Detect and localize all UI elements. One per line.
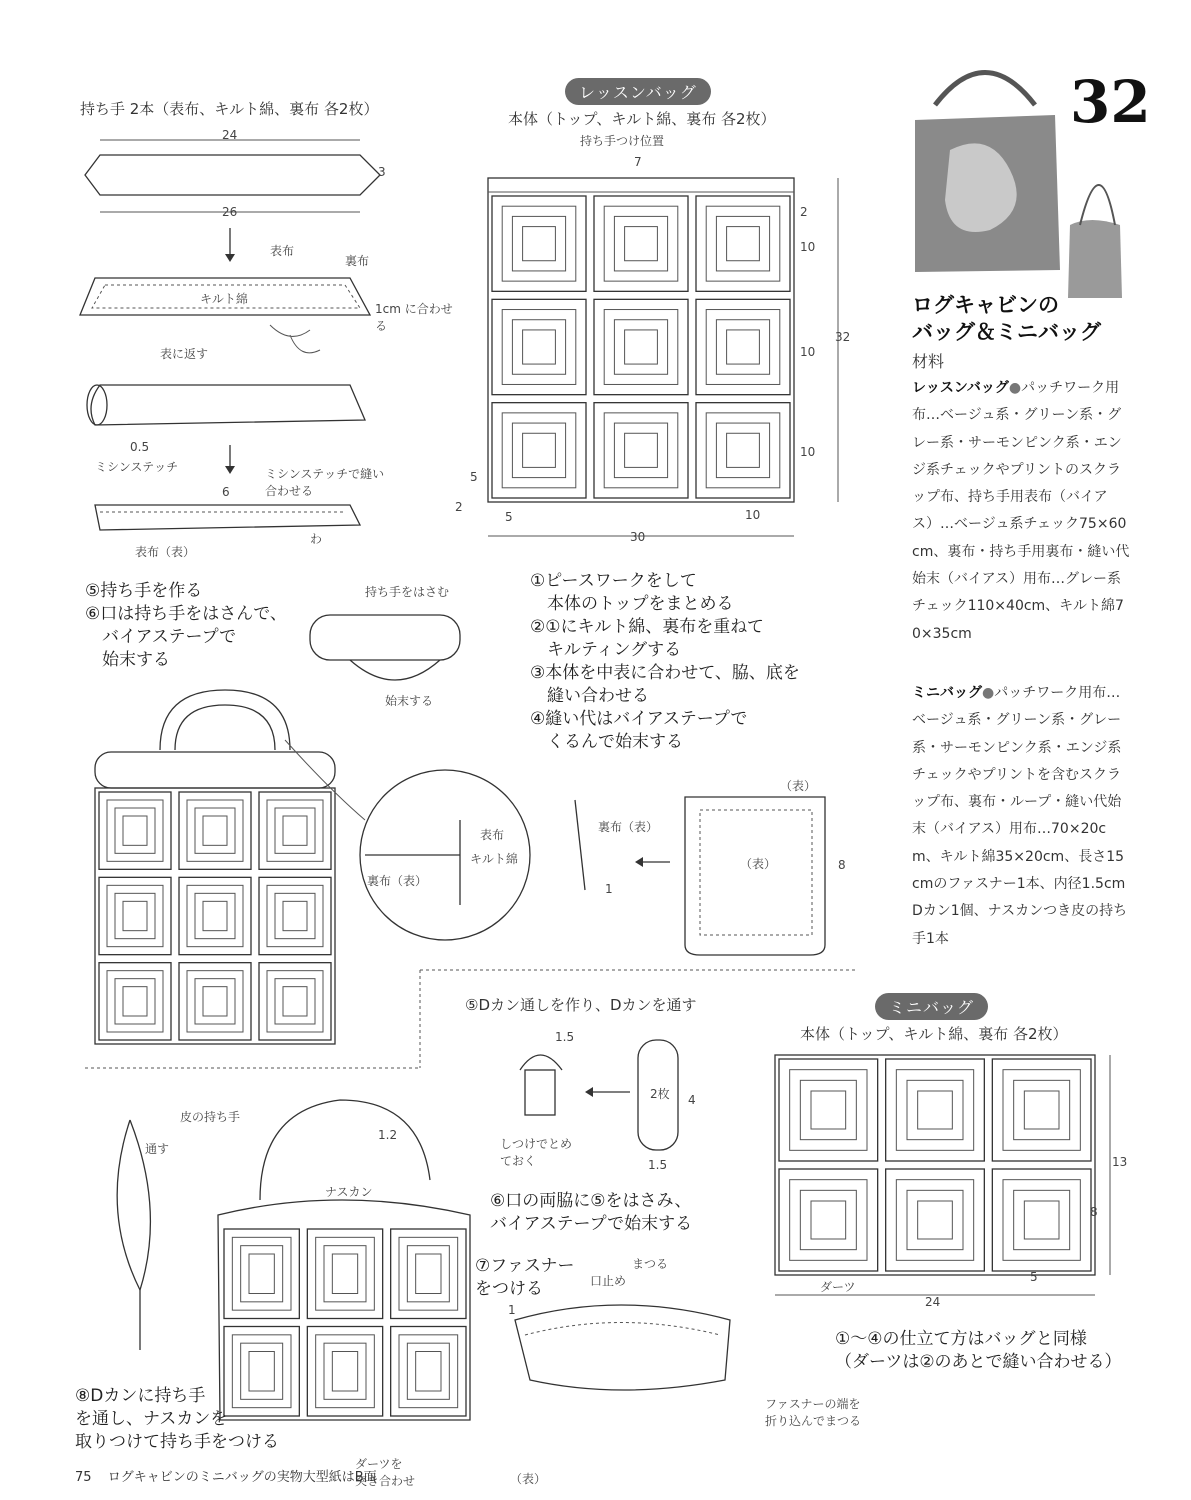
- label-omote: 表布: [270, 244, 295, 258]
- mini-body-darts: ダーツ: [820, 1280, 856, 1294]
- mini-dim-15b: 1.5: [648, 1158, 668, 1172]
- detail-dim-1: 1: [605, 882, 613, 896]
- body-title: 本体（トップ、キルト綿、裏布 各2枚）: [508, 110, 776, 128]
- mini-bag-finished: [218, 1100, 470, 1420]
- log-cabin-block: [416, 1254, 441, 1294]
- log-cabin-block: [332, 1352, 357, 1392]
- log-cabin-block: [907, 1190, 963, 1249]
- log-cabin-block: [502, 310, 576, 385]
- dim-10a: 10: [800, 240, 816, 254]
- bag-inside-out: [685, 797, 825, 955]
- log-cabin-block: [195, 893, 235, 938]
- log-cabin-block: [790, 1180, 867, 1261]
- footer: [75, 1470, 377, 1486]
- log-cabin-block: [800, 1190, 856, 1249]
- log-cabin-block: [123, 901, 147, 930]
- detail-omote2: （表）: [740, 857, 777, 871]
- log-cabin-block: [99, 963, 171, 1040]
- log-cabin-block: [811, 1091, 846, 1129]
- mini-toosu: 通す: [145, 1142, 170, 1156]
- fastener-drawing: [515, 1305, 730, 1390]
- log-cabin-block: [604, 206, 678, 281]
- mini-body-title: 本体（トップ、キルト綿、裏布 各2枚）: [800, 1025, 1068, 1043]
- log-cabin-block: [523, 433, 556, 467]
- mini-dim-1: 1: [508, 1303, 516, 1317]
- mini-fold: 2枚: [650, 1087, 670, 1101]
- label-ura: 裏布: [345, 254, 370, 268]
- label-omote-omote: 表布（表）: [135, 545, 196, 559]
- log-cabin-block: [391, 1229, 466, 1319]
- log-cabin-block: [195, 808, 235, 853]
- log-cabin-block: [179, 963, 251, 1040]
- mini-step5: ⑤Dカン通しを作り、Dカンを通す: [465, 996, 697, 1014]
- log-cabin-block: [512, 423, 565, 478]
- detail-dim-8: 8: [838, 858, 846, 872]
- dim-30: 30: [630, 530, 646, 544]
- handle-tube-shape: [91, 385, 365, 425]
- log-cabin-block: [99, 877, 171, 954]
- handle-steps: ⑤持ち手を作る ⑥口は持ち手をはさんで、 バイアステープで 始末する: [85, 581, 287, 670]
- label-maru: 始末する: [385, 694, 434, 708]
- dim-5a: 5: [470, 470, 478, 484]
- log-cabin-block: [918, 1091, 953, 1129]
- dim-5b: 5: [505, 510, 513, 524]
- log-cabin-block: [283, 816, 307, 845]
- log-cabin-block: [203, 987, 227, 1016]
- log-cabin-block: [203, 816, 227, 845]
- log-cabin-block: [625, 433, 658, 467]
- handle-title: 持ち手 2本（表布、キルト綿、裏布 各2枚）: [80, 100, 379, 118]
- log-cabin-block: [492, 299, 586, 394]
- mini-step6: ⑥口の両脇に⑤をはさみ、 バイアステープで始末する: [490, 1191, 693, 1234]
- materials-label: 材料: [912, 352, 945, 371]
- lesson-steps: ①ピースワークをして 本体のトップをまとめる ②①にキルト綿、裏布を重ねて キルティングする ③本体を中表に合わせて、脇、底を 縫い合わせる ④縫い代はバイアステープで くるんで始末する: [530, 571, 800, 752]
- dim-2a: 2: [455, 500, 463, 514]
- log-cabin-block: [307, 1229, 382, 1319]
- log-cabin-block: [123, 816, 147, 845]
- detail-top: （表）: [780, 779, 817, 793]
- log-cabin-block: [259, 792, 331, 869]
- page-number: 75: [75, 1470, 92, 1485]
- dim-6: 6: [222, 485, 230, 499]
- label-quilt: キルト綿: [200, 292, 248, 306]
- mini-omote: （表）: [510, 1472, 547, 1486]
- log-cabin-block: [512, 216, 565, 271]
- mini-body-dim-8: 8: [1090, 1205, 1098, 1219]
- dim-3: 3: [378, 165, 386, 179]
- log-cabin-block: [790, 1070, 867, 1151]
- log-cabin-block: [492, 403, 586, 498]
- log-cabin-block: [614, 216, 667, 271]
- detail-ura-omote: 裏布（表）: [367, 874, 428, 888]
- lesson-bag-body-grid: [488, 178, 794, 502]
- log-cabin-block: [896, 1070, 973, 1151]
- log-cabin-block: [604, 310, 678, 385]
- log-cabin-block: [625, 330, 658, 364]
- lesson-bag-tag: レッスンバッグ: [565, 78, 711, 105]
- log-cabin-block: [275, 979, 315, 1024]
- mini-dim-4: 4: [688, 1093, 696, 1107]
- log-cabin-block: [523, 330, 556, 364]
- dim-2b: 2: [800, 205, 808, 219]
- log-cabin-block: [706, 206, 780, 281]
- log-cabin-block: [283, 987, 307, 1016]
- log-cabin-block: [259, 963, 331, 1040]
- log-cabin-block: [594, 299, 688, 394]
- mini-kuchi: 口止め: [590, 1274, 627, 1288]
- log-cabin-block: [706, 310, 780, 385]
- label-wa: わ: [310, 532, 323, 546]
- materials-mini: ミニバッグ●パッチワーク用布…ベージュ系・グリーン系・グレー系・サーモンピンク系・エンジ系チェックやプリントを含むスクラップ布、裏布・ループ・縫い代始末（バイアス）用布…70×20cm、キルト綿35×20cm、長さ15cmのファスナー1本、内径1.5cmDカン1個、ナスカンつき皮の持ち手1本: [912, 685, 1128, 947]
- fastener-note: ファスナーの端を 折り込んでまつる: [765, 1397, 862, 1428]
- log-cabin-block: [123, 987, 147, 1016]
- label-stitch2: ミシンステッチで縫い合わせる: [265, 467, 385, 498]
- log-cabin-block: [604, 413, 678, 488]
- log-cabin-block: [115, 893, 155, 938]
- log-cabin-block: [1014, 1190, 1070, 1249]
- log-cabin-block: [179, 877, 251, 954]
- dim-7: 7: [634, 155, 642, 169]
- dim-10b: 10: [800, 345, 816, 359]
- dim-24: 24: [222, 128, 238, 142]
- mini-dim-12: 1.2: [378, 1128, 398, 1142]
- mini-nasukan: ナスカン: [325, 1185, 373, 1199]
- log-cabin-block: [523, 227, 556, 261]
- materials-lesson: レッスンバッグ●パッチワーク用布…ベージュ系・グリーン系・グレー系・サーモンピンク系・エンジ系チェックやプリントのスクラップ布、持ち手用表布（バイアス）…ベージュ系チェック75×60cm、裏布・持ち手用裏布・縫い代始末（バイアス）用布…グレー系チェック110×40cm、キルト綿70×35cm: [912, 380, 1130, 642]
- dim-05: 0.5: [130, 440, 150, 454]
- log-cabin-block: [283, 901, 307, 930]
- label-1cm: 1cm に合わせる: [375, 302, 453, 333]
- log-cabin-block: [594, 196, 688, 291]
- log-cabin-block: [115, 979, 155, 1024]
- log-cabin-block: [1024, 1201, 1059, 1239]
- log-cabin-block: [614, 320, 667, 375]
- log-cabin-block: [492, 196, 586, 291]
- log-cabin-block: [706, 413, 780, 488]
- log-cabin-block: [992, 1169, 1091, 1271]
- log-cabin-block: [811, 1201, 846, 1239]
- log-cabin-block: [1014, 1080, 1070, 1139]
- log-cabin-block: [1003, 1180, 1080, 1261]
- log-cabin-block: [391, 1327, 466, 1417]
- log-cabin-block: [727, 227, 760, 261]
- label-stitch: ミシンステッチ: [95, 460, 179, 474]
- log-cabin-block: [307, 1327, 382, 1417]
- mini-body-dim-24: 24: [925, 1295, 941, 1309]
- finished-lesson-bag: [95, 690, 335, 1044]
- mini-bag-body-grid: [775, 1055, 1095, 1275]
- log-cabin-block: [99, 792, 171, 869]
- log-cabin-block: [696, 299, 790, 394]
- log-cabin-block: [275, 893, 315, 938]
- mini-body-notes: ①～④の仕立て方はバッグと同様 （ダーツは②のあとで縫い合わせる）: [835, 1329, 1122, 1372]
- log-cabin-block: [625, 227, 658, 261]
- log-cabin-block: [716, 320, 769, 375]
- mini-fold-note: しつけでとめておく: [500, 1137, 573, 1168]
- log-cabin-block: [696, 196, 790, 291]
- log-cabin-block: [886, 1169, 985, 1271]
- log-cabin-block: [907, 1080, 963, 1139]
- log-cabin-block: [203, 901, 227, 930]
- log-cabin-block: [1024, 1091, 1059, 1129]
- log-cabin-block: [779, 1059, 878, 1161]
- handle-pos: 持ち手つけ位置: [580, 134, 665, 148]
- log-cabin-block: [115, 808, 155, 853]
- log-cabin-block: [779, 1169, 878, 1271]
- handle-strip-shape: [85, 155, 380, 195]
- dim-32: 32: [835, 330, 851, 344]
- mini-darts: ダーツを 突き合わせ: [355, 1457, 416, 1488]
- log-cabin-block: [727, 433, 760, 467]
- label-kaeshi: 表に返す: [160, 347, 209, 361]
- log-cabin-block: [416, 1352, 441, 1392]
- log-cabin-block: [1003, 1070, 1080, 1151]
- mini-step7: ⑦ファスナー をつける: [475, 1256, 575, 1299]
- log-cabin-block: [195, 979, 235, 1024]
- log-cabin-block: [800, 1080, 856, 1139]
- mini-dim-15a: 1.5: [555, 1030, 575, 1044]
- log-cabin-block: [886, 1059, 985, 1161]
- log-cabin-block: [992, 1059, 1091, 1161]
- log-cabin-block: [502, 206, 576, 281]
- mini-matsuru: まつる: [632, 1257, 669, 1271]
- dim-26: 26: [222, 205, 238, 219]
- log-cabin-block: [259, 877, 331, 954]
- log-cabin-block: [716, 423, 769, 478]
- log-cabin-block: [727, 330, 760, 364]
- dim-10c: 10: [800, 445, 816, 459]
- log-cabin-block: [502, 413, 576, 488]
- log-cabin-block: [275, 808, 315, 853]
- dim-10d: 10: [745, 508, 761, 522]
- handle-clamp-drawing: [310, 615, 460, 660]
- pattern-number: 32: [1070, 68, 1151, 136]
- mini-body-dim-13: 13: [1112, 1155, 1128, 1169]
- handle-label-small: 持ち手をはさむ: [365, 585, 450, 599]
- log-cabin-block: [696, 403, 790, 498]
- mini-bag-tag: ミニバッグ: [875, 993, 988, 1020]
- footer-caption: ログキャビンのミニバッグの実物大型紙はB面: [107, 1470, 377, 1485]
- mini-body-dim-5: 5: [1030, 1270, 1038, 1284]
- detail-omote: 表布: [480, 828, 505, 842]
- log-cabin-block: [594, 403, 688, 498]
- mini-kawa: 皮の持ち手: [180, 1110, 241, 1124]
- d-ring-loop-drawing: [525, 1070, 555, 1115]
- log-cabin-block: [179, 792, 251, 869]
- log-cabin-block: [249, 1254, 274, 1294]
- log-cabin-block: [896, 1180, 973, 1261]
- log-cabin-block: [332, 1254, 357, 1294]
- handle-finished-shape: [95, 505, 360, 530]
- mini-bag-photo: [1068, 220, 1122, 298]
- log-cabin-block: [224, 1229, 299, 1319]
- mini-step8: ⑧Dカンに持ち手 を通し、ナスカンを 取りつけて持ち手をつける: [75, 1386, 279, 1452]
- detail-ura: 裏布（表）: [598, 820, 659, 834]
- log-cabin-block: [918, 1201, 953, 1239]
- log-cabin-block: [614, 423, 667, 478]
- pattern-title: ログキャビンの バッグ＆ミニバッグ: [912, 293, 1101, 345]
- log-cabin-block: [716, 216, 769, 271]
- log-cabin-block: [512, 320, 565, 375]
- detail-quilt: キルト綿: [470, 852, 518, 866]
